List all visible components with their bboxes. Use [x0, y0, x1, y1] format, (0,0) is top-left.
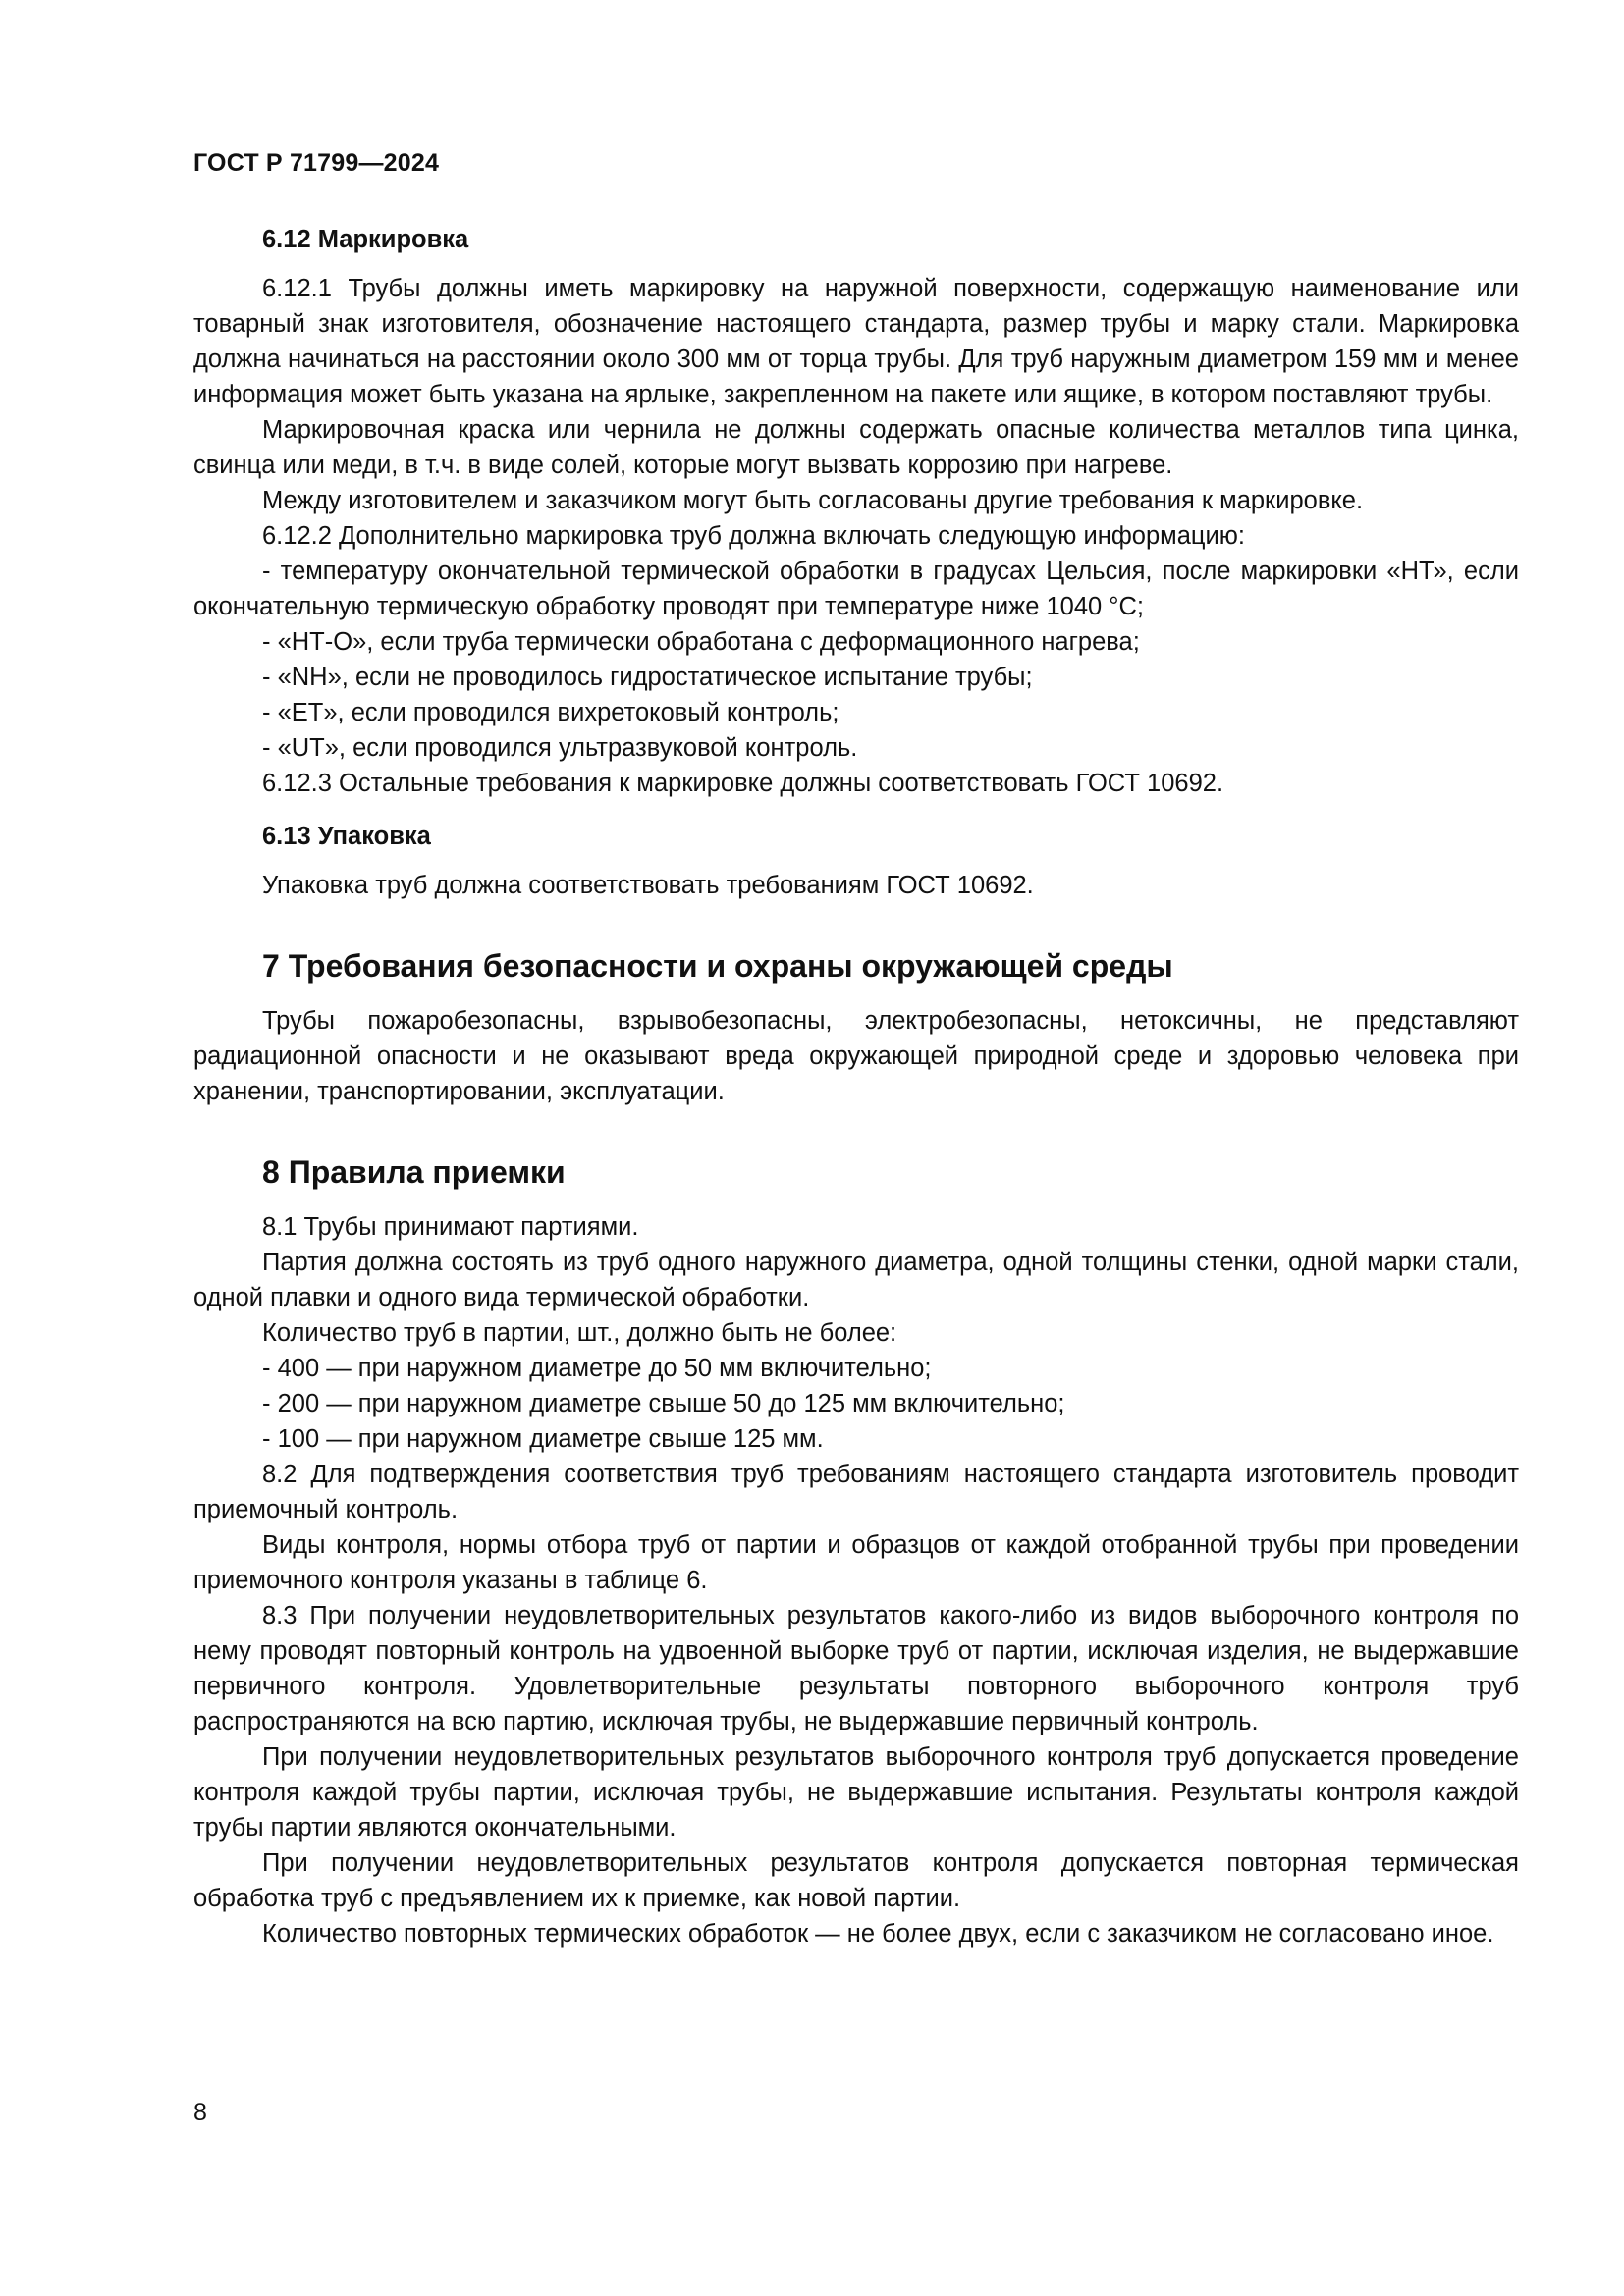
- list-item: - «UT», если проводился ультразвуковой контроль.: [262, 734, 858, 762]
- list-item: - «NH», если не проводилось гидростатическое испытание трубы;: [262, 664, 1033, 691]
- paragraph-batch: Партия должна состоять из труб одного наружного диаметра, одной толщины стенки, одной марки стали, одной плавки и одного вида термической обработки.: [193, 1249, 1519, 1311]
- paragraph-8-1: 8.1 Трубы принимают партиями.: [262, 1213, 639, 1241]
- list-item: - «НТ-О», если труба термически обработана с деформационного нагрева;: [262, 628, 1140, 656]
- subsection-heading-6-12: 6.12 Маркировка: [262, 226, 469, 253]
- list-item: - «ET», если проводился вихретоковый контроль;: [262, 699, 839, 726]
- paragraph-6-12-3: 6.12.3 Остальные требования к маркировке должны соответствовать ГОСТ 10692.: [262, 770, 1224, 797]
- page-number: 8: [193, 2099, 207, 2126]
- paragraph-paint: Маркировочная краска или чернила не должны содержать опасные количества металлов типа цинка, свинца или меди, в т.ч. в виде солей, которые могут вызвать коррозию при нагреве.: [193, 416, 1519, 479]
- document-id-header: ГОСТ Р 71799—2024: [193, 149, 440, 177]
- list-item: - 400 — при наружном диаметре до 50 мм включительно;: [262, 1355, 932, 1382]
- paragraph-8-2: 8.2 Для подтверждения соответствия труб требованиям настоящего стандарта изготовитель проводит приемочный контроль.: [193, 1461, 1519, 1523]
- paragraph-6-12-2: 6.12.2 Дополнительно маркировка труб должна включать следующую информацию:: [262, 522, 1245, 550]
- list-item: - 100 — при наружном диаметре свыше 125 мм.: [262, 1425, 824, 1453]
- paragraph-each-pipe: При получении неудовлетворительных результатов выборочного контроля труб допускается проведение контроля каждой трубы партии, исключая трубы, не выдержавшие испытания. Результаты контроля каждой трубы партии являются окончательными.: [193, 1743, 1519, 1842]
- paragraph-quantity: Количество труб в партии, шт., должно быть не более:: [262, 1319, 897, 1347]
- paragraph-8-3: 8.3 При получении неудовлетворительных результатов какого-либо из видов выборочного контроля по нему проводят повторный контроль на удвоенной выборке труб от партии, исключая изделия, не выдержавшие первичного контроля. Удовлетворительные результаты повторного выборочного контроля труб распространяются на всю партию, исключая трубы, не выдержавшие первичный контроль.: [193, 1602, 1519, 1735]
- paragraph-agreement: Между изготовителем и заказчиком могут быть согласованы другие требования к маркировке.: [262, 487, 1364, 514]
- section-heading-8: 8 Правила приемки: [262, 1154, 566, 1190]
- paragraph-reheat: При получении неудовлетворительных результатов контроля допускается повторная термическая обработка труб с предъявлением их к приемке, как новой партии.: [193, 1849, 1519, 1912]
- list-item: - температуру окончательной термической обработки в градусах Цельсия, после маркировки «НТ», если окончательную термическую обработку проводят при температуре ниже 1040 °C;: [193, 558, 1519, 620]
- subsection-heading-6-13: 6.13 Упаковка: [262, 823, 431, 850]
- paragraph-reheat-limit: Количество повторных термических обработок — не более двух, если с заказчиком не согласовано иное.: [262, 1920, 1494, 1948]
- paragraph-control-types: Виды контроля, нормы отбора труб от партии и образцов от каждой отобранной трубы при проведении приемочного контроля указаны в таблице 6.: [193, 1531, 1519, 1594]
- list-item: - 200 — при наружном диаметре свыше 50 до 125 мм включительно;: [262, 1390, 1065, 1417]
- paragraph-safety: Трубы пожаробезопасны, взрывобезопасны, электробезопасны, нетоксичны, не представляют радиационной опасности и не оказывают вреда окружающей природной среде и здоровью человека при хранении, транспортировании, эксплуатации.: [193, 1007, 1519, 1105]
- paragraph-6-12-1: 6.12.1 Трубы должны иметь маркировку на наружной поверхности, содержащую наименование или товарный знак изготовителя, обозначение настоящего стандарта, размер трубы и марку стали. Маркировка должна начинаться на расстоянии около 300 мм от торца трубы. Для труб наружным диаметром 159 мм и менее информация может быть указана на ярлыке, закрепленном на пакете или ящике, в котором поставляют трубы.: [193, 275, 1519, 408]
- document-page: [193, 0, 1519, 2296]
- paragraph-packaging: Упаковка труб должна соответствовать требованиям ГОСТ 10692.: [262, 872, 1034, 899]
- document-body: [193, 222, 1519, 1951]
- section-heading-7: 7 Требования безопасности и охраны окружающей среды: [262, 948, 1173, 984]
